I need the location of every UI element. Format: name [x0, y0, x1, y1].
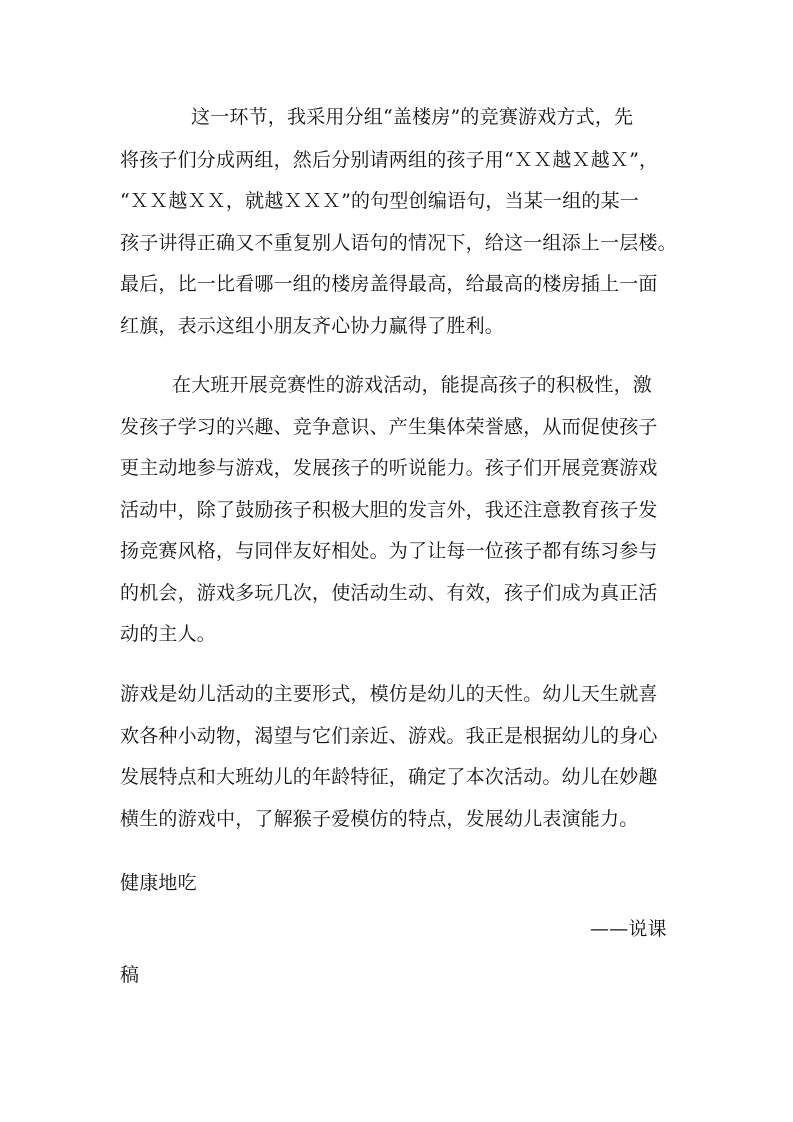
- paragraph-1-line-5: 最后，比一比看哪一组的楼房盖得最高，给最高的楼房插上一面: [120, 273, 658, 295]
- paragraph-2-line-5: 扬竞赛风格，与同伴友好相处。为了让每一位孩子都有练习参与: [120, 540, 658, 562]
- paragraph-3-line-2: 欢各种小动物，渴望与它们亲近、游戏。我正是根据幼儿的身心: [120, 725, 658, 747]
- subtitle: ——说课: [590, 918, 667, 940]
- paragraph-1-line-4: 孩子讲得正确又不重复别人语句的情况下，给这一组添上一层楼。: [120, 232, 677, 254]
- paragraph-1-line-6: 红旗，表示这组小朋友齐心协力赢得了胜利。: [120, 315, 505, 337]
- paragraph-2-line-1: 在大班开展竞赛性的游戏活动，能提高孩子的积极性，激: [172, 374, 653, 396]
- paragraph-2-line-4: 活动中，除了鼓励孩子积极大胆的发言外，我还注意教育孩子发: [120, 499, 658, 521]
- paragraph-1-line-2: 将孩子们分成两组，然后分别请两组的孩子用“ＸＸ越Ｘ越Ｘ”，: [120, 149, 659, 171]
- paragraph-1-line-3: “ＸＸ越ＸＸ，就越ＸＸＸ”的句型创编语句，当某一组的某一: [120, 190, 640, 212]
- paragraph-3-line-4: 横生的游戏中，了解猴子爱模仿的特点，发展幼儿表演能力。: [120, 808, 639, 830]
- paragraph-2-line-6: 的机会，游戏多玩几次，使活动生动、有效，孩子们成为真正活: [120, 582, 658, 604]
- paragraph-2-line-3: 更主动地参与游戏，发展孩子的听说能力。孩子们开展竞赛游戏: [120, 457, 658, 479]
- section-heading: 健康地吃: [120, 872, 197, 894]
- subtitle-continuation: 稿: [120, 964, 140, 986]
- paragraph-3-line-1: 游戏是幼儿活动的主要形式，模仿是幼儿的天性。幼儿天生就喜: [120, 683, 658, 705]
- paragraph-2-line-7: 动的主人。: [120, 623, 217, 645]
- paragraph-1-line-1: 这一环节，我采用分组“盖楼房”的竞赛游戏方式，先: [191, 106, 634, 128]
- paragraph-3-line-3: 发展特点和大班幼儿的年龄特征，确定了本次活动。幼儿在妙趣: [120, 766, 658, 788]
- paragraph-2-line-2: 发孩子学习的兴趣、竞争意识、产生集体荣誉感，从而促使孩子: [120, 416, 658, 438]
